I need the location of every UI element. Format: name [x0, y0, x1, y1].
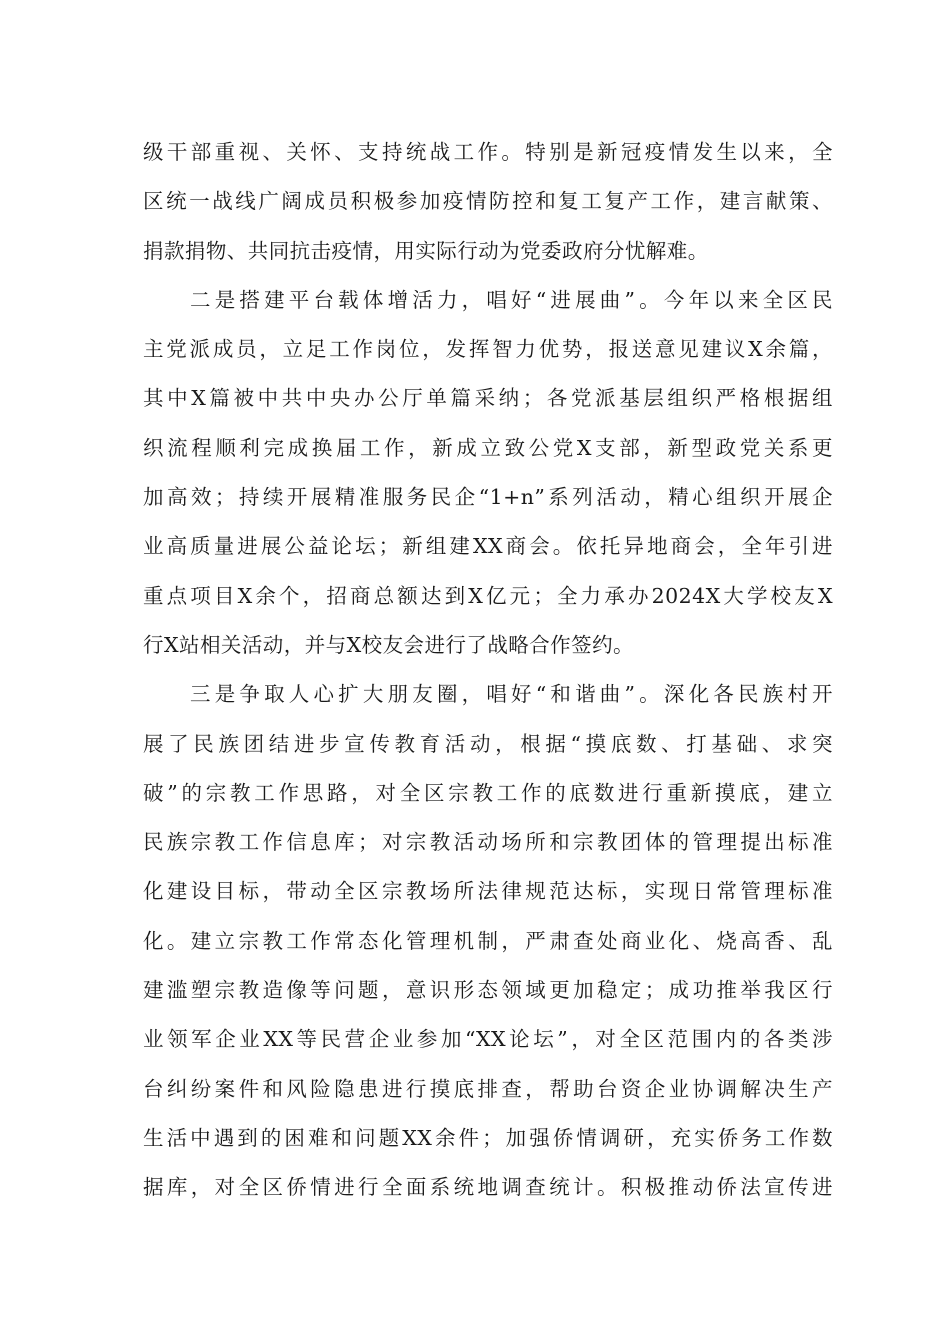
paragraph-start-line: 二是搭建平台载体增活力，唱好“进展曲”。今年以来全区民: [190, 287, 833, 312]
text-line: 展了民族团结进步宣传教育活动，根据“摸底数、打基础、求突: [143, 731, 833, 756]
text-line: 织流程顺利完成换届工作，新成立致公党X支部，新型政党关系更: [143, 435, 833, 460]
text-line: 化。建立宗教工作常态化管理机制，严肃查处商业化、烧高香、乱: [143, 928, 833, 953]
text-line: 区统一战线广阔成员积极参加疫情防控和复工复产工作，建言献策、: [143, 189, 833, 214]
text-line: 民族宗教工作信息库；对宗教活动场所和宗教团体的管理提出标准: [143, 830, 833, 855]
text-line: 化建设目标，带动全区宗教场所法律规范达标，实现日常管理标准: [143, 879, 833, 904]
text-line: 捐款捐物、共同抗击疫情，用实际行动为党委政府分忧解难。: [143, 238, 709, 263]
text-line: 业领军企业XX等民营企业参加“XX论坛”，对全区范围内的各类涉: [143, 1027, 833, 1052]
text-line: 行X站相关活动，并与X校友会进行了战略合作签约。: [143, 632, 634, 657]
text-line: 重点项目X余个，招商总额达到X亿元；全力承办2024X大学校友X: [143, 583, 833, 608]
text-line: 台纠纷案件和风险隐患进行摸底排查，帮助台资企业协调解决生产: [143, 1076, 833, 1101]
text-line: 业高质量进展公益论坛；新组建XX商会。依托异地商会，全年引进: [143, 534, 833, 559]
text-line: 据库，对全区侨情进行全面系统地调查统计。积极推动侨法宣传进: [143, 1175, 833, 1200]
text-line: 加高效；持续开展精准服务民企“1+n”系列活动，精心组织开展企: [143, 485, 833, 510]
document-body: [143, 128, 833, 1213]
text-line: 级干部重视、关怀、支持统战工作。特别是新冠疫情发生以来，全: [143, 140, 833, 164]
text-line: 破”的宗教工作思路，对全区宗教工作的底数进行重新摸底，建立: [143, 780, 833, 805]
text-line: 其中X篇被中共中央办公厅单篇采纳；各党派基层组织严格根据组: [143, 386, 833, 411]
text-line: 主党派成员，立足工作岗位，发挥智力优势，报送意见建议X余篇，: [143, 337, 833, 362]
paragraph-start-line: 三是争取人心扩大朋友圈，唱好“和谐曲”。深化各民族村开: [190, 682, 833, 707]
text-line: 建滥塑宗教造像等问题，意识形态领域更加稳定；成功推举我区行: [143, 978, 833, 1003]
text-line: 生活中遇到的困难和问题XX余件；加强侨情调研，充实侨务工作数: [143, 1125, 833, 1150]
